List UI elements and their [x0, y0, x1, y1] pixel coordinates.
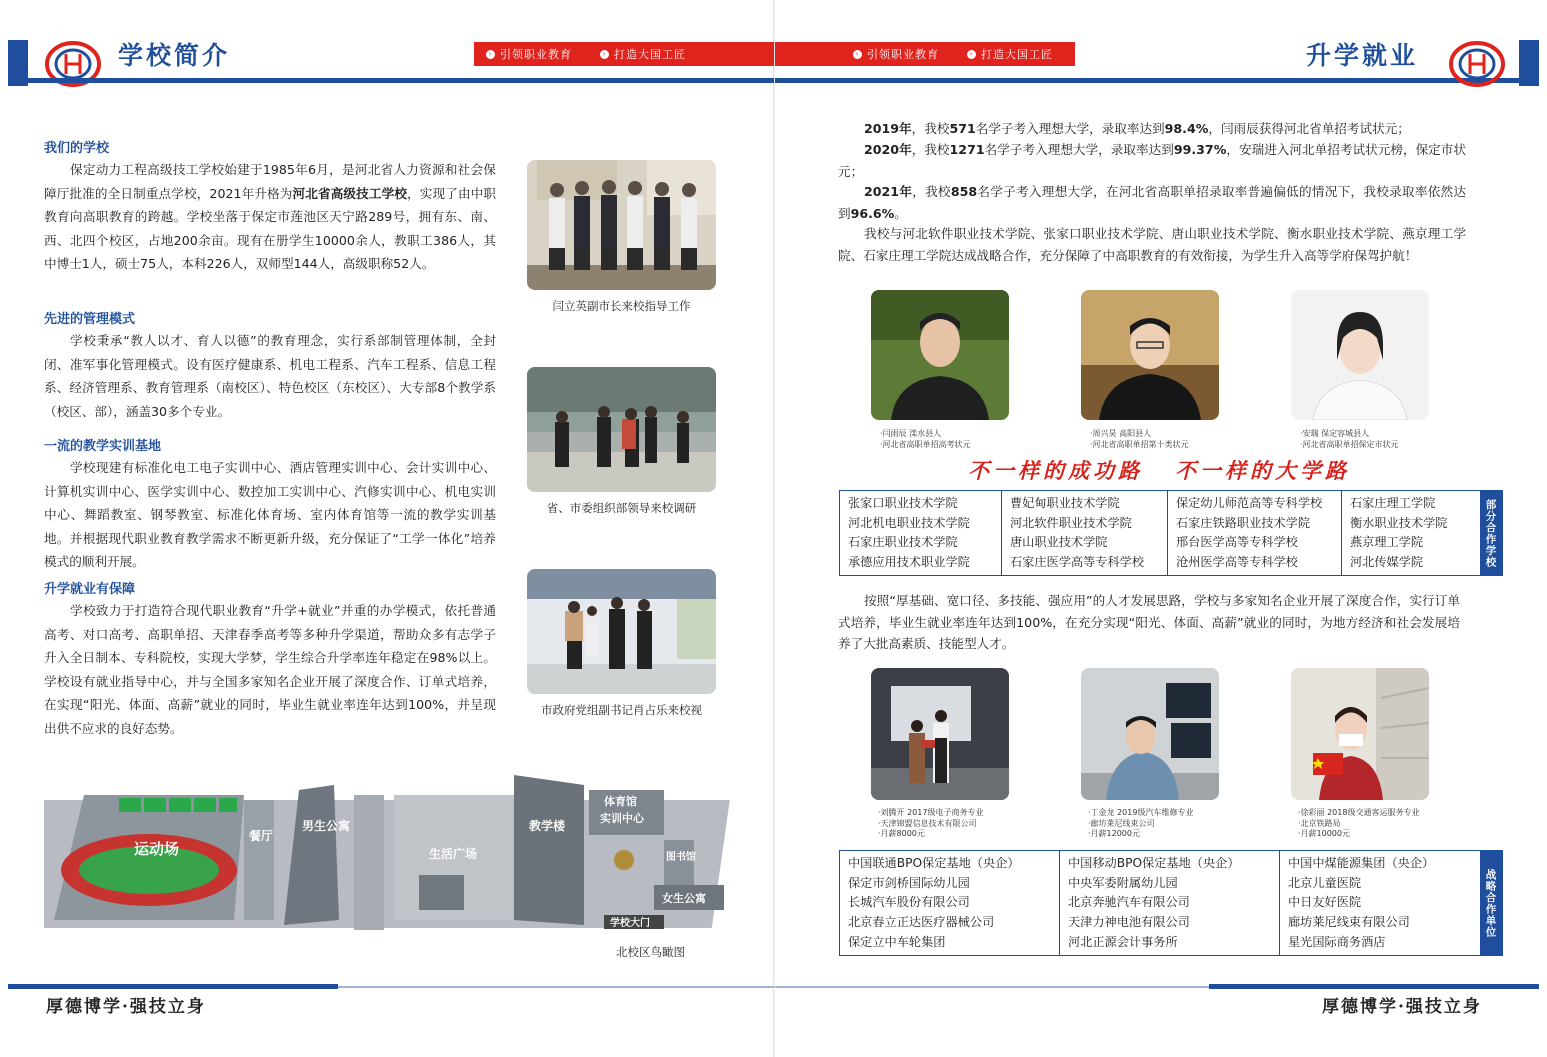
map-label: 女生公寓	[662, 892, 706, 905]
arrow-icon: ›	[967, 50, 976, 59]
map-label: 男生公寓	[302, 819, 351, 833]
graduate-photo	[1081, 668, 1219, 800]
right-page-title: 升学就业	[1306, 41, 1419, 70]
photo-caption: 闫立英副市长来校指导工作	[552, 299, 691, 313]
table-side-label: 部分合作学校	[1480, 491, 1502, 575]
footer-rule-right	[1209, 984, 1539, 989]
results-2021: 2021年，我校858名学子考入理想大学，在河北省高职单招录取率普遍偏低的情况下，我校录取率依然达到96.6%。	[838, 184, 1467, 221]
student-caption: ·闫雨辰 滦水县人 ·河北省高职单招高考状元	[880, 429, 971, 449]
graduate-caption: ·丁金龙 2019级汽车维修专业 ·廊坊莱尼线束公司 ·月薪12000元	[1088, 808, 1194, 838]
map-label: 餐厅	[249, 829, 274, 843]
banner-item: › 引领职业教育	[486, 46, 572, 62]
banner-item: › 引领职业教育	[853, 46, 939, 62]
student-caption: ·安瑞 保定容城县人 ·河北省高职单招保定市状元	[1300, 429, 1399, 449]
map-label: 实训中心	[600, 812, 644, 825]
header-rule-left	[8, 78, 774, 83]
section-heading: 一流的教学实训基地	[44, 439, 162, 454]
results-2020: 2020年，我校1271名学子考入理想大学，录取率达到99.37%，安瑞进入河北单招考试状元榜，保定市状元；	[838, 142, 1467, 179]
graduate-photo	[1291, 668, 1429, 800]
banner-right	[775, 42, 1075, 66]
footer-rule-right-thin	[775, 986, 1209, 988]
partner-enterprises-table	[839, 850, 1503, 956]
table-column: 中国移动BPO保定基地（央企） 中央军委附属幼儿园 北京奔驰汽车有限公司 天津力神电池有限公司 河北正源会计事务所	[1060, 851, 1280, 955]
section-heading: 升学就业有保障	[44, 582, 136, 597]
map-label: 体育馆	[604, 795, 637, 808]
table-column: 中国中煤能源集团（央企） 北京儿童医院 中日友好医院 廊坊莱尼线束有限公司 星光国际商务酒店	[1288, 856, 1435, 949]
arrow-icon: ›	[600, 50, 609, 59]
table-column: 石家庄理工学院 衡水职业技术学院 燕京理工学院 河北传媒学院	[1350, 496, 1448, 570]
photo-municipal-visit	[527, 569, 716, 694]
section-heading: 我们的学校	[44, 141, 110, 156]
photo-caption: 省、市委组织部领导来校调研	[546, 501, 697, 515]
arrow-icon: ›	[853, 50, 862, 59]
map-label: 生活广场	[429, 847, 478, 861]
table-column: 中国联通BPO保定基地（央企） 保定市剑桥国际幼儿园 长城汽车股份有限公司 北京春立正达医疗器械公司 保定立中车轮集团	[840, 851, 1060, 955]
banner-item: › 打造大国工匠	[967, 46, 1053, 62]
photo-province-visit	[527, 367, 716, 492]
graduate-caption: ·徐彩丽 2018级交通客运服务专业 ·北京铁路局 ·月薪10000元	[1298, 808, 1420, 838]
graduate-photo	[871, 668, 1009, 800]
table-columns	[840, 851, 1480, 955]
campus-aerial-map	[44, 770, 734, 935]
student-photo	[1291, 290, 1429, 420]
banner-left	[474, 42, 774, 66]
enterprise-paragraph: 按照“厚基础、宽口径、多技能、强应用”的人才发展思路，学校与多家知名企业开展了深度合作，实行订单式培养，毕业生就业率连年达到100%，在充分实现“阳光、体面、高薪”就业的同时，为地方经济和社会发展培养了大批高素质、技能型人才。	[838, 593, 1460, 651]
arrow-icon: ›	[486, 50, 495, 59]
student-photo	[871, 290, 1009, 420]
partner-schools-table	[839, 490, 1503, 576]
section-heading: 先进的管理模式	[44, 312, 136, 327]
student-photo	[1081, 290, 1219, 420]
header-rule-right	[775, 78, 1539, 83]
table-column: 张家口职业技术学院 河北机电职业技术学院 石家庄职业技术学院 承德应用技术职业学院	[840, 491, 1002, 575]
map-label: 图书馆	[666, 852, 696, 863]
header-right-block	[1519, 40, 1539, 86]
footer-motto-left: 厚德博学·强技立身	[46, 997, 206, 1017]
map-label: 运动场	[134, 840, 180, 858]
photo-vice-mayor-visit	[527, 160, 716, 290]
slogan: 不一样的成功路 不一样的大学路	[968, 458, 1350, 483]
graduate-caption: ·刘腾开 2017级电子商务专业 ·天津锦盟信息技术有限公司 ·月薪8000元	[878, 808, 984, 838]
footer-rule-left	[8, 984, 338, 989]
banner-item: › 打造大国工匠	[600, 46, 686, 62]
school-logo-icon	[1448, 40, 1506, 88]
training-paragraph: 学校现建有标准化电工电子实训中心、酒店管理实训中心、会计实训中心、计算机实训中心、医学实训中心、数控加工实训中心、汽修实训中心、机电实训中心、舞蹈教室、钢琴教室、标准化体育场、室内体育馆等一流的教学实训基地。并根据现代职业教育教学需求不断更新升级，充分保证了“工学一体化”培养模式的顺利开展。	[44, 460, 496, 569]
photo-caption: 市政府党组副书记肖占乐来校视	[541, 703, 702, 717]
map-caption: 北校区鸟瞰图	[616, 945, 685, 959]
table-column: 曹妃甸职业技术学院 河北软件职业技术学院 唐山职业技术学院 石家庄医学高等专科学校	[1002, 491, 1168, 575]
results-2019: 2019年，我校571名学子考入理想大学，录取率达到98.4%，闫雨辰获得河北省单招考试状元；	[864, 121, 1410, 136]
map-label: 学校大门	[610, 918, 650, 929]
cooperation-paragraph: 我校与河北软件职业技术学院、张家口职业技术学院、唐山职业技术学院、衡水职业技术学院、燕京理工学院、石家庄理工学院达成战略合作，充分保障了中高职教育的有效衔接，为学生升入高等学府保驾护航！	[838, 226, 1466, 263]
map-label: 教学楼	[529, 819, 566, 833]
management-paragraph: 学校秉承“教人以才、育人以德”的教育理念，实行系部制管理体制，全封闭、准军事化管理模式。设有医疗健康系、机电工程系、汽车工程系、信息工程系、经济管理系、教育管理系（南校区）、特色校区（东校区）、大专部8个教学系（校区、部），涵盖30多个专业。	[44, 333, 496, 419]
student-caption: ·周兴昊 高阳县人 ·河北省高职单招第十类状元	[1090, 429, 1189, 449]
left-page-title: 学校简介	[118, 41, 231, 70]
page-spine	[773, 0, 775, 1057]
footer-rule-left-thin	[338, 986, 774, 988]
footer-motto-right: 厚德博学·强技立身	[1322, 997, 1482, 1017]
employment-paragraph: 学校致力于打造符合现代职业教育“升学+就业”并重的办学模式，依托普通高考、对口高考、高职单招、天津春季高考等多种升学渠道，帮助众多有志学子升入全日制本、专科院校，实现大学梦，学生综合升学率连年稳定在98%以上。学校设有就业指导中心，并与全国多家知名企业开展了深度合作、订单式培养，在实现“阳光、体面、高薪”就业的同时，毕业生就业率连年达到100%，并呈现出供不应求的良好态势。	[44, 603, 496, 736]
table-columns	[840, 491, 1480, 575]
about-paragraph: 保定动力工程高级技工学校始建于1985年6月，是河北省人力资源和社会保障厅批准的全日制重点学校，2021年升格为河北省高级技工学校，实现了由中职教育向高职教育的跨越。学校坐落于保定市莲池区天宁路289号，拥有东、南、西、北四个校区，占地200余亩。现有在册学生10000余人，教职工386人，其中博士1人，硕士75人，本科226人，双师型144人，高级职称52人。	[44, 162, 496, 271]
table-column: 保定幼儿师范高等专科学校 石家庄铁路职业技术学院 邢台医学高等专科学校 沧州医学高等专科学校	[1168, 491, 1342, 575]
table-side-label: 战略合作单位	[1480, 851, 1502, 955]
